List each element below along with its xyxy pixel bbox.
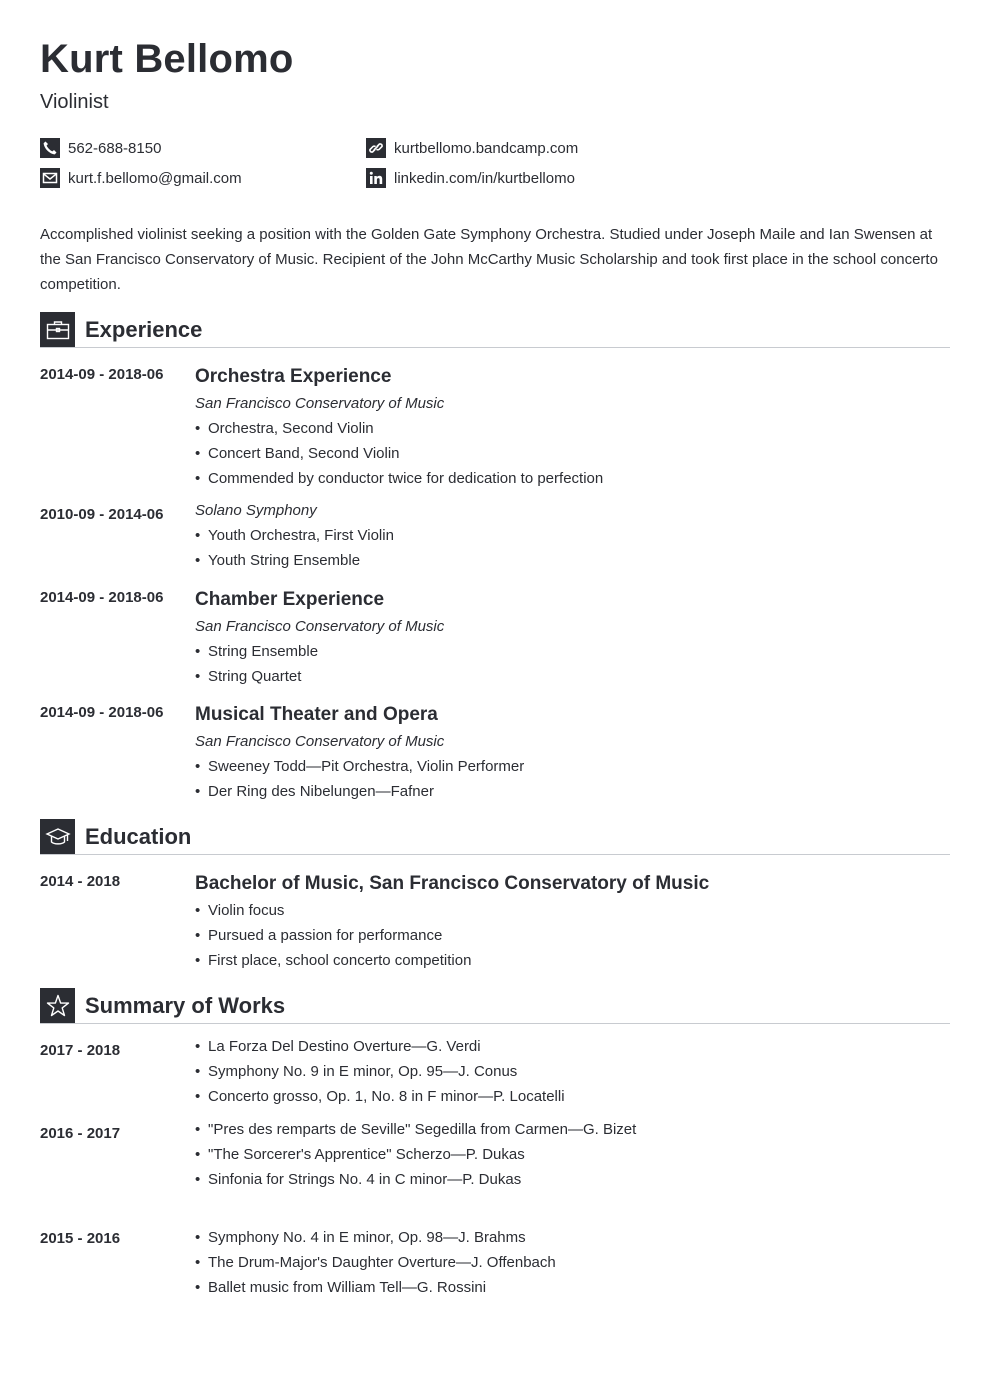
section-title: Experience xyxy=(85,317,203,342)
entry-date: 2015 - 2016 xyxy=(40,1230,121,1247)
entry-bullets xyxy=(195,754,950,804)
bullet-item: • First place, school concerto competition xyxy=(195,948,950,973)
briefcase-icon xyxy=(40,312,75,347)
entry-title: Chamber Experience xyxy=(195,589,385,610)
bullet-item: • Ballet music from William Tell—G. Rossini xyxy=(195,1275,950,1300)
phone-icon xyxy=(40,138,60,158)
entry-organization: Solano Symphony xyxy=(195,502,317,519)
experience-section-header xyxy=(40,312,950,348)
phone-number[interactable]: 562-688-8150 xyxy=(68,139,162,157)
entry-title: Musical Theater and Opera xyxy=(195,704,438,725)
bullet-item: • String Ensemble xyxy=(195,639,950,664)
entry-bullets xyxy=(195,416,950,491)
bullet-item: • Der Ring des Nibelungen—Fafner xyxy=(195,779,950,804)
bullet-item: • Symphony No. 9 in E minor, Op. 95—J. Conus xyxy=(195,1059,950,1084)
star-icon xyxy=(40,988,75,1023)
section-title: Education xyxy=(85,824,192,849)
bullet-item: • La Forza Del Destino Overture—G. Verdi xyxy=(195,1034,950,1059)
email-address[interactable]: kurt.f.bellomo@gmail.com xyxy=(68,169,242,187)
contact-phone xyxy=(40,138,161,158)
entry-title: Orchestra Experience xyxy=(195,366,392,387)
bullet-item: • The Drum-Major's Daughter Overture—J. Offenbach xyxy=(195,1250,950,1275)
entry-date: 2017 - 2018 xyxy=(40,1042,121,1059)
bullet-item: • Concert Band, Second Violin xyxy=(195,441,950,466)
entry-date: 2014-09 - 2018-06 xyxy=(40,366,164,383)
bullet-item: • Symphony No. 4 in E minor, Op. 98—J. Brahms xyxy=(195,1225,950,1250)
entry-bullets xyxy=(195,898,950,973)
bullet-item: • Sinfonia for Strings No. 4 in C minor—P. Dukas xyxy=(195,1167,950,1192)
linkedin-link[interactable]: linkedin.com/in/kurtbellomo xyxy=(394,169,575,187)
entry-organization: San Francisco Conservatory of Music xyxy=(195,733,445,750)
entry-date: 2010-09 - 2014-06 xyxy=(40,506,164,523)
bullet-item: • Youth String Ensemble xyxy=(195,548,950,573)
bullet-item: • String Quartet xyxy=(195,664,950,689)
entry-bullets xyxy=(195,1225,950,1300)
website-link[interactable]: kurtbellomo.bandcamp.com xyxy=(394,139,579,157)
bullet-item: • "The Sorcerer's Apprentice" Scherzo—P. Dukas xyxy=(195,1142,950,1167)
graduation-cap-icon xyxy=(40,819,75,854)
linkedin-icon xyxy=(366,168,386,188)
entry-bullets xyxy=(195,1117,950,1192)
bullet-item: • Violin focus xyxy=(195,898,950,923)
contact-website xyxy=(366,138,578,158)
entry-date: 2014-09 - 2018-06 xyxy=(40,589,164,606)
education-section-header xyxy=(40,819,950,855)
entry-bullets xyxy=(195,523,950,573)
link-icon xyxy=(366,138,386,158)
bullet-item: • Commended by conductor twice for dedication to perfection xyxy=(195,466,950,491)
envelope-icon xyxy=(40,168,60,188)
entry-date: 2014 - 2018 xyxy=(40,873,121,890)
entry-bullets xyxy=(195,1034,950,1109)
entry-date: 2016 - 2017 xyxy=(40,1125,121,1142)
bullet-item: • Pursued a passion for performance xyxy=(195,923,950,948)
entry-organization: San Francisco Conservatory of Music xyxy=(195,395,445,412)
entry-bullets xyxy=(195,639,950,689)
candidate-title: Violinist xyxy=(40,91,109,113)
bullet-item: • Youth Orchestra, First Violin xyxy=(195,523,950,548)
bullet-item: • Concerto grosso, Op. 1, No. 8 in F minor—P. Locatelli xyxy=(195,1084,950,1109)
works-section-header xyxy=(40,988,950,1024)
contact-email xyxy=(40,168,242,188)
entry-date: 2014-09 - 2018-06 xyxy=(40,704,164,721)
entry-organization: San Francisco Conservatory of Music xyxy=(195,618,445,635)
bullet-item: • Sweeney Todd—Pit Orchestra, Violin Performer xyxy=(195,754,950,779)
bullet-item: • "Pres des remparts de Seville" Segedilla from Carmen—G. Bizet xyxy=(195,1117,950,1142)
candidate-name: Kurt Bellomo xyxy=(40,37,294,81)
profile-summary: Accomplished violinist seeking a position with the Golden Gate Symphony Orchestra. Studied under Joseph Maile and Ian Swensen at the San Francisco Conservatory of Music. Recipient of the John McCarthy Music Scholarship and took first place in the school concerto competition. xyxy=(40,226,938,293)
bullet-item: • Orchestra, Second Violin xyxy=(195,416,950,441)
entry-title: Bachelor of Music, San Francisco Conservatory of Music xyxy=(195,873,710,894)
contact-linkedin xyxy=(366,168,575,188)
section-title: Summary of Works xyxy=(85,993,286,1018)
